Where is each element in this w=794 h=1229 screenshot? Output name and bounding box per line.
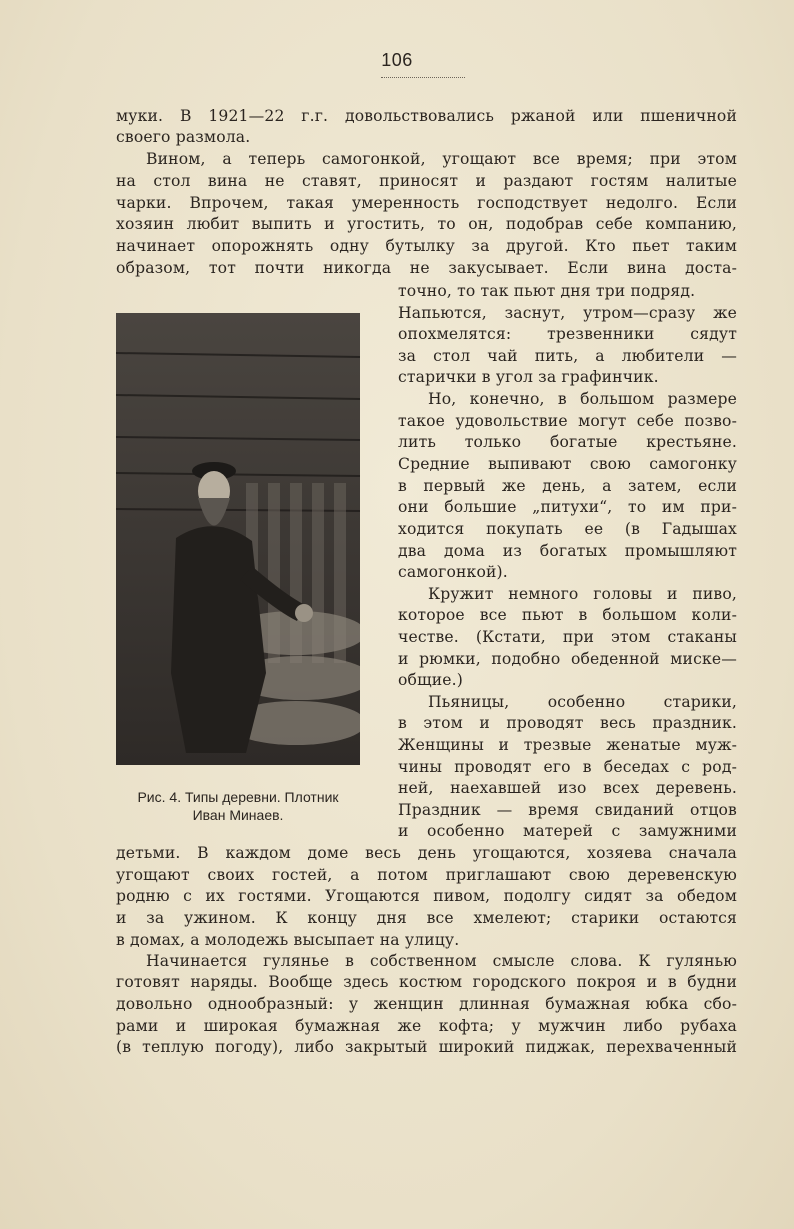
text-line: Средние выпивают свою самогонку [398, 455, 737, 473]
text-line: Начинается гулянье в собственном смысле слова. К гулянью [146, 952, 737, 970]
text-line: такое удовольствие могут себе позво- [398, 412, 737, 430]
text-line: чины проводят его в беседах с род- [398, 758, 737, 776]
text-line: лить только богатые крестьяне. [398, 433, 737, 451]
text-line: Но, конечно, в большом размере [428, 390, 737, 408]
text-line: хозяин любит выпить и угостить, то он, подобрав себе компанию, [116, 215, 737, 233]
figure-photo [116, 313, 360, 765]
text-line: Праздник — время свиданий отцов [398, 801, 737, 819]
figure-caption-line-1: Рис. 4. Типы деревни. Плотник [137, 789, 339, 805]
text-line: старички в угол за графинчик. [398, 368, 659, 386]
text-line: рами и широкая бумажная же кофта; у мужчин либо рубаха [116, 1017, 737, 1035]
text-line: честве. (Кстати, при этом стаканы [398, 628, 737, 646]
text-line: общие.) [398, 671, 463, 689]
text-line: ходится покупать ее (в Гадышах [398, 520, 737, 538]
text-line: муки. В 1921—22 г.г. довольствовались ржаной или пшеничной [116, 107, 737, 125]
text-line: в этом и проводят весь праздник. [398, 714, 737, 732]
text-line: угощают своих гостей, а потом приглашают свою деревенскую [116, 866, 737, 884]
text-line: Напьются, заснут, утром—сразу же [398, 304, 737, 322]
text-line: и рюмки, подобно обеденной миске— [398, 650, 737, 668]
text-line: два дома из богатых промышляют [398, 542, 737, 560]
text-line: и за ужином. К концу дня все хмелеют; старики остаются [116, 909, 737, 927]
text-line: в первый же день, а затем, если [398, 477, 737, 495]
text-line: детьми. В каждом доме весь день угощаются, хозяева сначала [116, 844, 737, 862]
text-line: готовят наряды. Вообще здесь костюм городского покроя и в будни [116, 973, 737, 991]
text-line: родню с их гостями. Угощаются пивом, подолгу сидят за обедом [116, 887, 737, 905]
text-line: Женщины и трезвые женатые муж- [398, 736, 737, 754]
text-line: ней, наехавшей изо всех деревень. [398, 779, 737, 797]
text-line: за стол чай пить, а любители — [398, 347, 737, 365]
text-line: опохмелятся: трезвенники сядут [398, 325, 737, 343]
figure-caption-line-2: Иван Минаев. [192, 807, 284, 823]
text-line: на стол вина не ставят, приносят и раздают гостям налитые [116, 172, 737, 190]
header-rule [381, 77, 465, 78]
text-line: Кружит немного головы и пиво, [428, 585, 737, 603]
text-line: (в теплую погоду), либо закрытый широкий пиджак, перехваченный [116, 1038, 737, 1056]
text-line: Пьяницы, особенно старики, [428, 693, 737, 711]
page-number: 106 [381, 50, 413, 70]
text-line: точно, то так пьют дня три подряд. [398, 282, 696, 300]
text-line: своего размола. [116, 128, 251, 146]
text-line: в домах, а молодежь высыпает на улицу. [116, 931, 460, 949]
text-line: они большие „питухи“, то им при- [398, 498, 737, 516]
text-line: чарки. Впрочем, такая умеренность господствует недолго. Если [116, 194, 737, 212]
text-line: и особенно матерей с замужними [398, 822, 737, 840]
text-line: начинает опорожнять одну бутылку за другой. Кто пьет таким [116, 237, 737, 255]
text-line: которое все пьют в большом коли- [398, 606, 737, 624]
text-line: довольно однообразный: у женщин длинная бумажная юбка сбо- [116, 995, 737, 1013]
text-line: Вином, а теперь самогонкой, угощают все время; при этом [146, 150, 737, 168]
text-line: образом, тот почти никогда не закусывает. Если вина доста- [116, 259, 737, 277]
text-line: самогонкой). [398, 563, 508, 581]
